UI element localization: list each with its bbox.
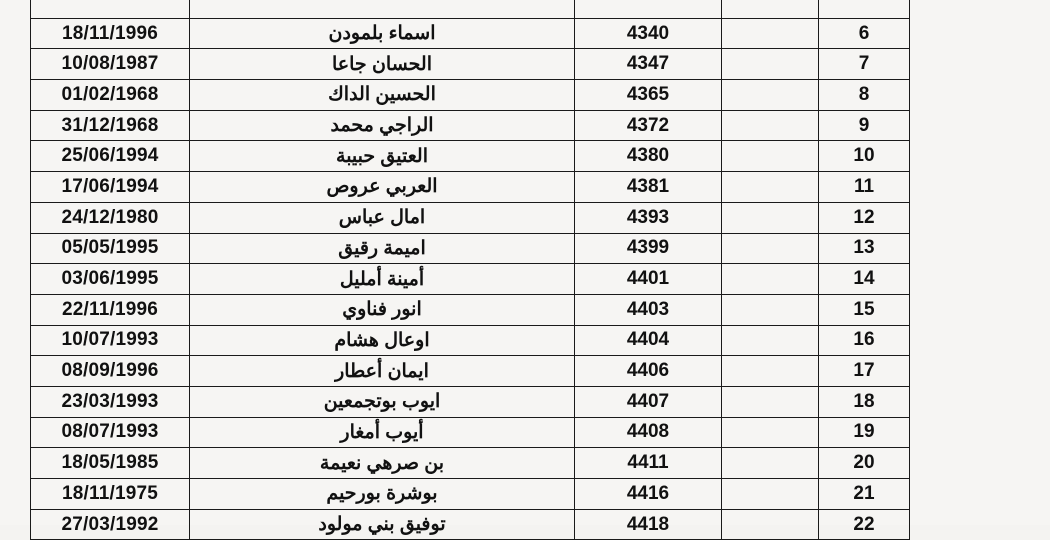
id-number-cell: 4399 <box>575 233 722 264</box>
empty-cell <box>722 264 819 295</box>
registration-table <box>30 0 910 540</box>
table-row <box>31 202 910 233</box>
full-name-cell: ايمان أعطار <box>190 356 575 387</box>
birth-date-cell: 08/07/1993 <box>31 417 190 448</box>
row-number-cell: 13 <box>819 233 910 264</box>
empty-cell <box>722 18 819 49</box>
table-row <box>31 264 910 295</box>
row-number-cell <box>819 0 910 18</box>
id-number-cell <box>575 0 722 18</box>
birth-date-cell: 05/05/1995 <box>31 233 190 264</box>
full-name-cell: اسماء بلمودن <box>190 18 575 49</box>
birth-date-cell: 03/06/1995 <box>31 264 190 295</box>
id-number-cell: 4406 <box>575 356 722 387</box>
id-number-cell: 4365 <box>575 80 722 111</box>
id-number-cell: 4416 <box>575 479 722 510</box>
row-number-cell: 17 <box>819 356 910 387</box>
row-number-cell: 22 <box>819 509 910 540</box>
birth-date-cell: 25/06/1994 <box>31 141 190 172</box>
full-name-cell: توفيق بني مولود <box>190 509 575 540</box>
row-number-cell: 9 <box>819 110 910 141</box>
row-number-cell: 11 <box>819 172 910 203</box>
table-row <box>31 386 910 417</box>
empty-cell <box>722 202 819 233</box>
empty-cell <box>722 172 819 203</box>
id-number-cell: 4411 <box>575 448 722 479</box>
full-name-cell: الحسان جاعا <box>190 49 575 80</box>
table-body <box>31 0 910 540</box>
full-name-cell <box>190 0 575 18</box>
birth-date-cell: 18/11/1975 <box>31 479 190 510</box>
birth-date-cell: 18/05/1985 <box>31 448 190 479</box>
table-row <box>31 448 910 479</box>
full-name-cell: امال عباس <box>190 202 575 233</box>
full-name-cell: العربي عروص <box>190 172 575 203</box>
empty-cell <box>722 325 819 356</box>
row-number-cell: 18 <box>819 386 910 417</box>
birth-date-cell: 18/11/1996 <box>31 18 190 49</box>
id-number-cell: 4418 <box>575 509 722 540</box>
table-row <box>31 356 910 387</box>
id-number-cell: 4381 <box>575 172 722 203</box>
id-number-cell: 4340 <box>575 18 722 49</box>
row-number-cell: 20 <box>819 448 910 479</box>
id-number-cell: 4347 <box>575 49 722 80</box>
birth-date-cell: 31/12/1968 <box>31 110 190 141</box>
full-name-cell: الراجي محمد <box>190 110 575 141</box>
table-row <box>31 294 910 325</box>
birth-date-cell: 01/02/1968 <box>31 80 190 111</box>
table-row <box>31 172 910 203</box>
empty-cell <box>722 233 819 264</box>
empty-cell <box>722 356 819 387</box>
table-row <box>31 325 910 356</box>
id-number-cell: 4393 <box>575 202 722 233</box>
row-number-cell: 14 <box>819 264 910 295</box>
empty-cell <box>722 0 819 18</box>
birth-date-cell: 10/07/1993 <box>31 325 190 356</box>
table-row <box>31 80 910 111</box>
table-row <box>31 417 910 448</box>
table-row <box>31 18 910 49</box>
id-number-cell: 4403 <box>575 294 722 325</box>
full-name-cell: الحسين الداك <box>190 80 575 111</box>
table-row <box>31 49 910 80</box>
table-row <box>31 479 910 510</box>
birth-date-cell: 24/12/1980 <box>31 202 190 233</box>
empty-cell <box>722 49 819 80</box>
id-number-cell: 4401 <box>575 264 722 295</box>
full-name-cell: اميمة رقيق <box>190 233 575 264</box>
row-number-cell: 6 <box>819 18 910 49</box>
table-row <box>31 0 910 18</box>
row-number-cell: 16 <box>819 325 910 356</box>
birth-date-cell: 27/03/1992 <box>31 509 190 540</box>
id-number-cell: 4408 <box>575 417 722 448</box>
birth-date-cell: 23/03/1993 <box>31 386 190 417</box>
birth-date-cell: 17/06/1994 <box>31 172 190 203</box>
birth-date-cell: 08/09/1996 <box>31 356 190 387</box>
row-number-cell: 7 <box>819 49 910 80</box>
id-number-cell: 4372 <box>575 110 722 141</box>
id-number-cell: 4407 <box>575 386 722 417</box>
row-number-cell: 21 <box>819 479 910 510</box>
row-number-cell: 12 <box>819 202 910 233</box>
full-name-cell: ايوب بوتجمعين <box>190 386 575 417</box>
id-number-cell: 4380 <box>575 141 722 172</box>
full-name-cell: بن صرهي نعيمة <box>190 448 575 479</box>
table-row <box>31 110 910 141</box>
full-name-cell: أيوب أمغار <box>190 417 575 448</box>
birth-date-cell: 10/08/1987 <box>31 49 190 80</box>
empty-cell <box>722 417 819 448</box>
empty-cell <box>722 294 819 325</box>
row-number-cell: 10 <box>819 141 910 172</box>
full-name-cell: اوعال هشام <box>190 325 575 356</box>
empty-cell <box>722 479 819 510</box>
birth-date-cell: 22/11/1996 <box>31 294 190 325</box>
row-number-cell: 19 <box>819 417 910 448</box>
row-number-cell: 15 <box>819 294 910 325</box>
empty-cell <box>722 80 819 111</box>
empty-cell <box>722 110 819 141</box>
full-name-cell: العتيق حبيبة <box>190 141 575 172</box>
empty-cell <box>722 141 819 172</box>
table-row <box>31 233 910 264</box>
empty-cell <box>722 386 819 417</box>
table-row <box>31 141 910 172</box>
birth-date-cell <box>31 0 190 18</box>
empty-cell <box>722 448 819 479</box>
full-name-cell: بوشرة بورحيم <box>190 479 575 510</box>
full-name-cell: أمينة أمليل <box>190 264 575 295</box>
id-number-cell: 4404 <box>575 325 722 356</box>
row-number-cell: 8 <box>819 80 910 111</box>
full-name-cell: انور فناوي <box>190 294 575 325</box>
